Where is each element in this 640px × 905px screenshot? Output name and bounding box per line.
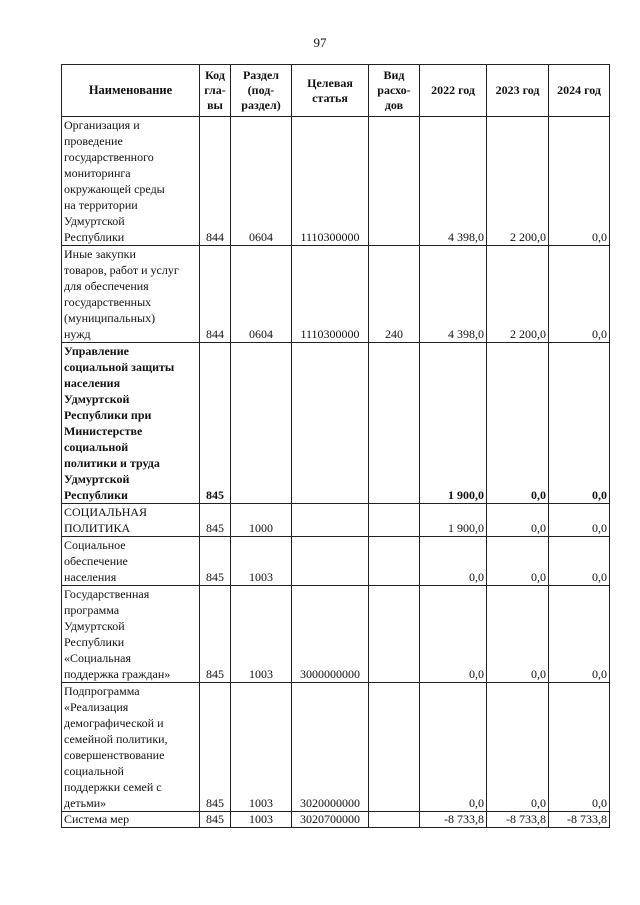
header-2022: 2022 год [420, 65, 487, 117]
row-2024: -8 733,8 [549, 812, 610, 828]
row-section: 1003 [231, 537, 292, 586]
row-target: 3000000000 [292, 586, 369, 683]
row-2023: 2 200,0 [487, 246, 549, 343]
row-2024: 0,0 [549, 246, 610, 343]
row-section: 1000 [231, 504, 292, 537]
row-2022: 0,0 [420, 537, 487, 586]
row-2022: 0,0 [420, 683, 487, 812]
header-kind: Вид расхо- дов [369, 65, 420, 117]
row-target: 1110300000 [292, 117, 369, 246]
header-row [62, 65, 610, 117]
table-row [62, 812, 610, 828]
row-2023: 0,0 [487, 343, 549, 504]
row-section: 1003 [231, 812, 292, 828]
row-kind [369, 812, 420, 828]
row-2024: 0,0 [549, 537, 610, 586]
row-name: Государственная программа Удмуртской Республики «Социальная поддержка граждан» [62, 586, 200, 683]
row-2024: 0,0 [549, 586, 610, 683]
row-2023: 0,0 [487, 504, 549, 537]
row-name: СОЦИАЛЬНАЯ ПОЛИТИКА [62, 504, 200, 537]
row-kind [369, 343, 420, 504]
row-2023: 0,0 [487, 537, 549, 586]
row-code: 845 [200, 586, 231, 683]
table-row [62, 343, 610, 504]
row-name: Иные закупки товаров, работ и услуг для обеспечения государственных (муниципальных) нужд [62, 246, 200, 343]
row-code: 844 [200, 246, 231, 343]
row-target: 1110300000 [292, 246, 369, 343]
row-code: 845 [200, 812, 231, 828]
row-target: 3020000000 [292, 683, 369, 812]
budget-table [61, 64, 610, 828]
table-row [62, 586, 610, 683]
row-section [231, 343, 292, 504]
row-2024: 0,0 [549, 504, 610, 537]
row-2023: 0,0 [487, 586, 549, 683]
header-2024: 2024 год [549, 65, 610, 117]
row-2024: 0,0 [549, 117, 610, 246]
header-target: Целевая статья [292, 65, 369, 117]
row-2022: 4 398,0 [420, 117, 487, 246]
row-kind [369, 586, 420, 683]
row-kind [369, 117, 420, 246]
header-section: Раздел (под- раздел) [231, 65, 292, 117]
row-2024: 0,0 [549, 683, 610, 812]
page-number: 97 [313, 35, 327, 50]
row-name: Социальное обеспечение населения [62, 537, 200, 586]
row-2022: 4 398,0 [420, 246, 487, 343]
table-row [62, 246, 610, 343]
row-name: Организация и проведение государственного мониторинга окружающей среды на территории Удмуртской Республики [62, 117, 200, 246]
row-section: 1003 [231, 586, 292, 683]
row-section: 0604 [231, 117, 292, 246]
table-row [62, 504, 610, 537]
row-code: 844 [200, 117, 231, 246]
row-2022: 0,0 [420, 586, 487, 683]
row-2023: 0,0 [487, 683, 549, 812]
row-2023: 2 200,0 [487, 117, 549, 246]
row-code: 845 [200, 343, 231, 504]
row-kind [369, 683, 420, 812]
row-code: 845 [200, 537, 231, 586]
row-name: Подпрограмма «Реализация демографической и семейной политики, совершенствование социальной поддержки семей с детьми» [62, 683, 200, 812]
row-2022: -8 733,8 [420, 812, 487, 828]
row-name: Система мер [62, 812, 200, 828]
row-target: 3020700000 [292, 812, 369, 828]
row-target [292, 537, 369, 586]
table-row [62, 537, 610, 586]
row-kind [369, 504, 420, 537]
row-kind: 240 [369, 246, 420, 343]
table-row [62, 683, 610, 812]
table-row [62, 117, 610, 246]
row-target [292, 343, 369, 504]
row-2023: -8 733,8 [487, 812, 549, 828]
row-2024: 0,0 [549, 343, 610, 504]
header-code: Код гла- вы [200, 65, 231, 117]
row-section: 1003 [231, 683, 292, 812]
header-name: Наименование [62, 65, 200, 117]
row-code: 845 [200, 683, 231, 812]
row-code: 845 [200, 504, 231, 537]
row-2022: 1 900,0 [420, 504, 487, 537]
header-2023: 2023 год [487, 65, 549, 117]
row-section: 0604 [231, 246, 292, 343]
row-name: Управление социальной защиты населения Удмуртской Республики при Министерстве социальной политики и труда Удмуртской Республики [62, 343, 200, 504]
table-body [62, 117, 610, 828]
row-kind [369, 537, 420, 586]
row-target [292, 504, 369, 537]
row-2022: 1 900,0 [420, 343, 487, 504]
